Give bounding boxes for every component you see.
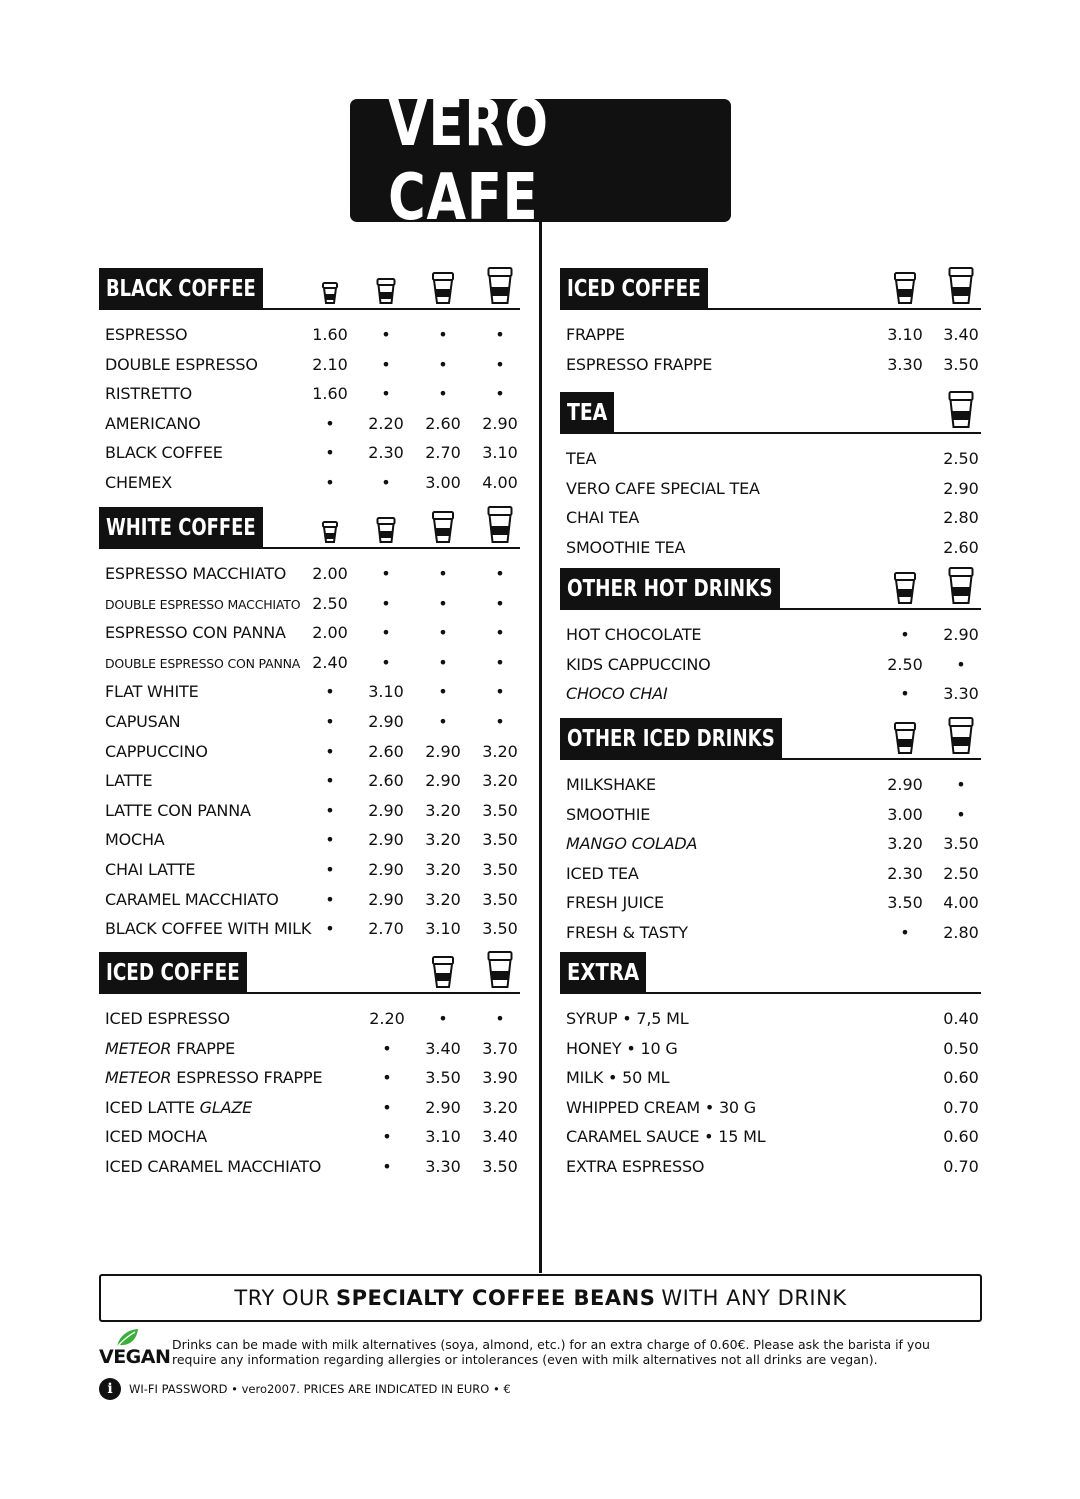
logo bbox=[350, 86, 731, 235]
menu-item-price: 0.70 bbox=[943, 1097, 979, 1117]
menu-item-name: ICED CARAMEL MACCHIATO bbox=[105, 1156, 322, 1176]
menu-item-row bbox=[99, 677, 520, 707]
menu-item-price: 3.10 bbox=[887, 325, 923, 344]
menu-item-price: • bbox=[325, 472, 335, 492]
menu-item-price: 2.90 bbox=[425, 741, 461, 761]
menu-item-price: • bbox=[438, 354, 448, 374]
menu-item-price: 3.20 bbox=[425, 800, 461, 820]
menu-item-price: 3.40 bbox=[943, 325, 979, 344]
menu-item-name: SMOOTHIE bbox=[566, 804, 651, 824]
cup-size-icon bbox=[488, 951, 513, 988]
menu-item-row bbox=[99, 1004, 520, 1034]
menu-item-row bbox=[99, 468, 520, 498]
menu-rows bbox=[560, 444, 981, 562]
cup-size-icon bbox=[949, 267, 974, 304]
menu-item-price: 3.70 bbox=[482, 1038, 518, 1058]
menu-item-name: MILK • 50 ML bbox=[566, 1068, 670, 1088]
menu-item-price: 3.50 bbox=[943, 834, 979, 854]
menu-item-row bbox=[560, 620, 981, 650]
menu-item-price: • bbox=[495, 682, 505, 702]
menu-item-price: 2.40 bbox=[312, 652, 348, 672]
menu-item-price: 2.50 bbox=[943, 449, 979, 468]
menu-item-row bbox=[560, 320, 981, 350]
section-header bbox=[560, 268, 981, 310]
menu-item-row bbox=[99, 589, 520, 619]
menu-item-brand: CHOCO CHAI bbox=[566, 684, 668, 704]
menu-item-price: 3.10 bbox=[425, 919, 461, 939]
section-iced-coffee-right bbox=[560, 268, 981, 379]
info-icon: i bbox=[99, 1378, 121, 1400]
cafe-title: VERO CAFE bbox=[388, 86, 549, 235]
menu-item-name: ESPRESSO FRAPPE bbox=[566, 354, 713, 374]
menu-item-price: 2.90 bbox=[887, 775, 923, 794]
menu-item-name: CARAMEL SAUCE • 15 ML bbox=[566, 1127, 766, 1147]
menu-item-price: 1.60 bbox=[312, 384, 348, 404]
menu-item-price: • bbox=[438, 623, 448, 643]
menu-item-price: 4.00 bbox=[482, 472, 518, 492]
menu-item-price: 3.10 bbox=[482, 443, 518, 463]
menu-item-price: • bbox=[495, 384, 505, 404]
menu-item-price: 2.60 bbox=[943, 537, 979, 557]
menu-item-row bbox=[560, 859, 981, 889]
menu-item-price: • bbox=[325, 919, 335, 939]
cup-size-icon bbox=[949, 391, 974, 428]
menu-item-price: 3.00 bbox=[425, 472, 461, 492]
menu-item-price: 2.60 bbox=[368, 741, 404, 761]
menu-item-name: VERO CAFE SPECIAL TEA bbox=[566, 478, 760, 498]
menu-item-price: 2.20 bbox=[368, 413, 404, 433]
menu-item-price: 2.10 bbox=[312, 354, 348, 374]
menu-item-row bbox=[99, 1122, 520, 1152]
menu-item-name: DOUBLE ESPRESSO bbox=[105, 354, 258, 374]
menu-item-name: EXTRA ESPRESSO bbox=[566, 1156, 705, 1176]
section-other-iced-drinks bbox=[560, 718, 981, 948]
menu-item-price: 2.90 bbox=[368, 800, 404, 820]
menu-item-price: • bbox=[381, 652, 391, 672]
menu-item-name: LATTE CON PANNA bbox=[105, 800, 251, 820]
menu-item-price: • bbox=[495, 652, 505, 672]
menu-item-row bbox=[560, 918, 981, 948]
menu-item-price: • bbox=[438, 652, 448, 672]
menu-item-price: 0.60 bbox=[943, 1068, 979, 1088]
menu-item-price: • bbox=[325, 859, 335, 879]
menu-item-price: • bbox=[325, 771, 335, 791]
section-header bbox=[560, 568, 981, 610]
menu-item-price: • bbox=[382, 1038, 392, 1058]
menu-item-name: CHAI TEA bbox=[566, 508, 640, 528]
menu-item-price: 0.70 bbox=[943, 1156, 979, 1176]
menu-item-price: 3.40 bbox=[482, 1127, 518, 1147]
menu-item-row bbox=[560, 1004, 981, 1034]
menu-item-row bbox=[560, 800, 981, 830]
menu-item-price: • bbox=[495, 1009, 505, 1028]
menu-item-name: CAPPUCCINO bbox=[105, 741, 208, 761]
section-header bbox=[99, 268, 520, 310]
section-title: EXTRA bbox=[560, 952, 646, 994]
menu-item-price: 3.20 bbox=[425, 830, 461, 850]
menu-item-name: ICED TEA bbox=[566, 863, 639, 883]
menu-item-row bbox=[560, 829, 981, 859]
specialty-beans-banner bbox=[99, 1274, 982, 1322]
menu-item-row bbox=[560, 679, 981, 709]
menu-item-name: FRESH JUICE bbox=[566, 893, 664, 913]
menu-item-price: • bbox=[382, 1156, 392, 1176]
menu-item-row bbox=[99, 350, 520, 380]
menu-item-price: 4.00 bbox=[943, 893, 979, 913]
promo-text-bold: SPECIALTY COFFEE BEANS bbox=[335, 1286, 656, 1310]
promo-text-before: TRY OUR bbox=[234, 1286, 330, 1310]
menu-item-name: CHAI LATTE bbox=[105, 859, 196, 879]
menu-item-price: 3.90 bbox=[482, 1068, 518, 1088]
menu-item-price: 3.00 bbox=[887, 804, 923, 824]
menu-item-price: • bbox=[325, 889, 335, 909]
menu-item-row bbox=[99, 559, 520, 589]
cup-size-icon bbox=[432, 272, 454, 304]
menu-item-price: • bbox=[438, 325, 448, 344]
menu-rows bbox=[99, 1004, 520, 1182]
menu-item-row bbox=[99, 438, 520, 468]
menu-item-row bbox=[560, 1093, 981, 1123]
menu-item-name: ICED ESPRESSO bbox=[105, 1009, 230, 1028]
menu-item-name: BLACK COFFEE WITH MILK bbox=[105, 919, 312, 939]
menu-item-name: FLAT WHITE bbox=[105, 682, 199, 702]
menu-item-row bbox=[560, 770, 981, 800]
menu-item-price: 2.60 bbox=[368, 771, 404, 791]
menu-item-price: • bbox=[495, 593, 505, 613]
menu-item-price: • bbox=[956, 654, 966, 674]
menu-rows bbox=[560, 620, 981, 709]
menu-item-price: 3.20 bbox=[482, 771, 518, 791]
section-extra bbox=[560, 952, 981, 1182]
menu-item-price: • bbox=[325, 741, 335, 761]
menu-item-name: DOUBLE ESPRESSO CON PANNA bbox=[105, 655, 301, 671]
menu-item-brand: METEOR bbox=[105, 1038, 172, 1058]
menu-item-row bbox=[99, 1034, 520, 1064]
menu-item-price: 3.20 bbox=[887, 834, 923, 854]
menu-item-name: HONEY • 10 G bbox=[566, 1038, 678, 1058]
menu-item-price: 3.50 bbox=[482, 919, 518, 939]
menu-item-price: 3.30 bbox=[425, 1156, 461, 1176]
menu-rows bbox=[560, 1004, 981, 1182]
menu-rows bbox=[560, 320, 981, 379]
menu-item-price: 2.80 bbox=[943, 922, 979, 942]
menu-item-row bbox=[560, 1063, 981, 1093]
section-title: ICED COFFEE bbox=[99, 952, 247, 994]
menu-item-row bbox=[560, 1034, 981, 1064]
section-title: ICED COFFEE bbox=[560, 268, 708, 310]
cup-size-icon bbox=[894, 272, 916, 304]
menu-item-row bbox=[560, 474, 981, 504]
menu-item-price: 2.90 bbox=[943, 478, 979, 498]
menu-item-price: • bbox=[438, 682, 448, 702]
menu-item-price: 2.00 bbox=[312, 564, 348, 583]
cup-size-icon bbox=[894, 722, 916, 754]
menu-item-name: BLACK COFFEE bbox=[105, 443, 223, 463]
menu-item-price: 2.50 bbox=[312, 593, 348, 613]
menu-item-price: 3.50 bbox=[943, 354, 979, 374]
cup-size-icon bbox=[377, 517, 396, 543]
menu-item-price: 3.50 bbox=[482, 859, 518, 879]
section-header bbox=[560, 718, 981, 760]
section-black-coffee bbox=[99, 268, 520, 498]
menu-item-row bbox=[560, 503, 981, 533]
wifi-and-currency-note: WI-FI PASSWORD • vero2007. PRICES ARE INDICATED IN EURO • € bbox=[129, 1382, 511, 1396]
menu-item-price: • bbox=[325, 682, 335, 702]
menu-item-price: 0.50 bbox=[943, 1038, 979, 1058]
section-tea bbox=[560, 392, 981, 562]
menu-item-price: 0.60 bbox=[943, 1127, 979, 1147]
cup-size-icon bbox=[432, 956, 454, 988]
menu-item-price: • bbox=[381, 384, 391, 404]
menu-item-name: ESPRESSO CON PANNA bbox=[105, 623, 286, 643]
menu-item-name: ICED MOCHA bbox=[105, 1127, 207, 1147]
menu-item-price: • bbox=[438, 564, 448, 583]
section-header bbox=[560, 952, 981, 994]
menu-item-price: 2.00 bbox=[312, 623, 348, 643]
menu-item-name: ESPRESSO bbox=[105, 325, 188, 344]
cup-size-icon bbox=[488, 267, 513, 304]
menu-item-price: 3.20 bbox=[482, 1097, 518, 1117]
menu-item-price: 2.60 bbox=[425, 413, 461, 433]
menu-item-row bbox=[99, 648, 520, 678]
menu-item-name: KIDS CAPPUCCINO bbox=[566, 654, 711, 674]
menu-item-name: SMOOTHIE TEA bbox=[566, 537, 686, 557]
menu-rows bbox=[560, 770, 981, 948]
menu-item-brand: MANGO COLADA bbox=[566, 834, 698, 854]
menu-item-name: LATTE bbox=[105, 771, 153, 791]
menu-item-row bbox=[99, 1063, 520, 1093]
menu-item-price: 3.10 bbox=[368, 682, 404, 702]
section-other-hot-drinks bbox=[560, 568, 981, 709]
menu-item-name: MILKSHAKE bbox=[566, 775, 656, 794]
menu-item-price: 2.90 bbox=[482, 413, 518, 433]
section-title: TEA bbox=[560, 392, 614, 434]
menu-item-row bbox=[560, 444, 981, 474]
menu-item-row bbox=[99, 737, 520, 767]
menu-item-price: • bbox=[382, 1068, 392, 1088]
menu-item-price: • bbox=[956, 775, 966, 794]
leaf-icon bbox=[115, 1328, 139, 1348]
menu-item-price: 3.20 bbox=[425, 859, 461, 879]
menu-item-price: 3.50 bbox=[482, 889, 518, 909]
menu-item-row bbox=[560, 533, 981, 563]
section-title: BLACK COFFEE bbox=[99, 268, 263, 310]
cup-size-icon bbox=[432, 511, 454, 543]
menu-item-price: 2.30 bbox=[368, 443, 404, 463]
section-header bbox=[99, 952, 520, 994]
menu-item-price: • bbox=[438, 593, 448, 613]
menu-item-price: 2.90 bbox=[368, 711, 404, 731]
menu-item-price: 3.10 bbox=[425, 1127, 461, 1147]
menu-item-row bbox=[99, 796, 520, 826]
menu-item-price: • bbox=[900, 625, 910, 644]
menu-item-brand: METEOR bbox=[105, 1068, 172, 1088]
menu-item-price: 3.50 bbox=[482, 830, 518, 850]
menu-item-price: • bbox=[495, 564, 505, 583]
menu-item-name: MOCHA bbox=[105, 830, 165, 850]
menu-item-price: • bbox=[495, 711, 505, 731]
menu-item-name: DOUBLE ESPRESSO MACCHIATO bbox=[105, 596, 301, 612]
menu-item-name: WHIPPED CREAM • 30 G bbox=[566, 1097, 756, 1117]
menu-item-price: 3.20 bbox=[482, 741, 518, 761]
menu-item-name: FRESH & TASTY bbox=[566, 922, 688, 942]
cup-size-icon bbox=[322, 282, 338, 304]
menu-item-price: • bbox=[900, 684, 910, 704]
menu-item-price: 3.50 bbox=[482, 800, 518, 820]
menu-item-row bbox=[560, 888, 981, 918]
menu-item-price: • bbox=[381, 623, 391, 643]
menu-item-price: • bbox=[325, 800, 335, 820]
menu-item-price: • bbox=[382, 1127, 392, 1147]
menu-item-price: 2.70 bbox=[425, 443, 461, 463]
info-line bbox=[99, 1378, 511, 1400]
vegan-note: Drinks can be made with milk alternatives (soya, almond, etc.) for an extra charge of 0.60€. Please ask the barista if you require any information regarding allergies or intolerances (even with milk alternatives not all drinks are vegan). bbox=[172, 1337, 930, 1367]
menu-item-row bbox=[99, 914, 520, 944]
cup-size-icon bbox=[377, 278, 396, 304]
menu-item-price: • bbox=[495, 354, 505, 374]
menu-item-name: AMERICANO bbox=[105, 413, 201, 433]
menu-item-price: 2.50 bbox=[887, 654, 923, 674]
vegan-logo bbox=[99, 1328, 169, 1368]
menu-item-price: 3.50 bbox=[425, 1068, 461, 1088]
menu-item-price: 2.70 bbox=[368, 919, 404, 939]
menu-item-price: 2.50 bbox=[943, 863, 979, 883]
menu-item-price: • bbox=[900, 922, 910, 942]
menu-item-price: 2.80 bbox=[943, 508, 979, 528]
menu-item-price: 2.30 bbox=[887, 863, 923, 883]
menu-item-name: TEA bbox=[566, 449, 597, 468]
menu-item-row bbox=[99, 855, 520, 885]
menu-item-price: • bbox=[381, 472, 391, 492]
menu-item-price: 2.90 bbox=[943, 625, 979, 644]
menu-item-row bbox=[560, 1122, 981, 1152]
menu-rows bbox=[99, 320, 520, 498]
menu-item-price: • bbox=[438, 711, 448, 731]
menu-item-price: 2.90 bbox=[368, 889, 404, 909]
menu-item-row bbox=[99, 766, 520, 796]
section-header bbox=[560, 392, 981, 434]
menu-item-price: • bbox=[381, 325, 391, 344]
section-title: OTHER ICED DRINKS bbox=[560, 718, 782, 760]
menu-item-price: • bbox=[325, 413, 335, 433]
menu-item-price: 3.40 bbox=[425, 1038, 461, 1058]
menu-item-row bbox=[99, 707, 520, 737]
menu-item-price: 2.90 bbox=[368, 830, 404, 850]
menu-item-price: • bbox=[438, 384, 448, 404]
menu-item-price: • bbox=[495, 623, 505, 643]
menu-item-name: METEOR ESPRESSO FRAPPE bbox=[105, 1068, 323, 1088]
menu-item-price: 3.20 bbox=[425, 889, 461, 909]
menu-item-name: CARAMEL MACCHIATO bbox=[105, 889, 279, 909]
menu-item-row bbox=[99, 320, 520, 350]
menu-item-price: 2.20 bbox=[369, 1009, 405, 1028]
menu-item-price: • bbox=[325, 711, 335, 731]
menu-item-row bbox=[99, 825, 520, 855]
menu-item-price: • bbox=[381, 593, 391, 613]
cup-size-icon bbox=[949, 567, 974, 604]
menu-item-row bbox=[99, 409, 520, 439]
section-title: OTHER HOT DRINKS bbox=[560, 568, 780, 610]
menu-item-name bbox=[566, 829, 697, 859]
section-title: WHITE COFFEE bbox=[99, 507, 263, 549]
menu-item-price: 1.60 bbox=[312, 325, 348, 344]
menu-item-row bbox=[99, 379, 520, 409]
menu-item-name: CHEMEX bbox=[105, 472, 172, 492]
menu-item-price: 2.90 bbox=[425, 771, 461, 791]
menu-item-name: CAPUSAN bbox=[105, 711, 181, 731]
vegan-label: VEGAN bbox=[99, 1346, 171, 1368]
menu-item-price: 3.50 bbox=[887, 893, 923, 913]
menu-item-row bbox=[560, 1152, 981, 1182]
menu-item-price: • bbox=[325, 830, 335, 850]
menu-item-name: FRAPPE bbox=[566, 325, 625, 344]
menu-item-price: 0.40 bbox=[943, 1009, 979, 1028]
section-header bbox=[99, 507, 520, 549]
menu-item-price: 3.30 bbox=[943, 684, 979, 704]
menu-item-price: • bbox=[382, 1097, 392, 1117]
cup-size-icon bbox=[488, 506, 513, 543]
menu-item-price: 2.90 bbox=[425, 1097, 461, 1117]
menu-item-name: SYRUP • 7,5 ML bbox=[566, 1009, 689, 1028]
menu-item-row bbox=[99, 1152, 520, 1182]
menu-item-price: • bbox=[325, 443, 335, 463]
menu-item-price: 3.30 bbox=[887, 354, 923, 374]
menu-item-price: • bbox=[495, 325, 505, 344]
menu-item-name: ICED LATTE GLAZE bbox=[105, 1097, 253, 1117]
menu-rows bbox=[99, 559, 520, 944]
promo-text-after: WITH ANY DRINK bbox=[661, 1286, 847, 1310]
cup-size-icon bbox=[894, 572, 916, 604]
menu-item-row bbox=[99, 618, 520, 648]
cup-size-icon bbox=[949, 717, 974, 754]
menu-item-name: HOT CHOCOLATE bbox=[566, 625, 702, 644]
menu-item-price: • bbox=[381, 354, 391, 374]
menu-item-row bbox=[560, 650, 981, 680]
menu-item-brand: GLAZE bbox=[199, 1097, 253, 1117]
section-white-coffee bbox=[99, 507, 520, 944]
menu-item-price: 3.50 bbox=[482, 1156, 518, 1176]
cup-size-icon bbox=[322, 521, 338, 543]
menu-item-name: METEOR FRAPPE bbox=[105, 1038, 236, 1058]
column-divider bbox=[539, 222, 542, 1273]
menu-item-price: • bbox=[956, 804, 966, 824]
menu-item-price: • bbox=[438, 1009, 448, 1028]
menu-item-row bbox=[99, 885, 520, 915]
section-iced-coffee-left bbox=[99, 952, 520, 1182]
menu-item-name: ESPRESSO MACCHIATO bbox=[105, 564, 287, 583]
menu-item-name: RISTRETTO bbox=[105, 384, 193, 404]
menu-item-row bbox=[99, 1093, 520, 1123]
menu-item-price: 2.90 bbox=[368, 859, 404, 879]
menu-item-price: • bbox=[381, 564, 391, 583]
menu-item-name bbox=[566, 679, 668, 709]
menu-item-row bbox=[560, 350, 981, 380]
